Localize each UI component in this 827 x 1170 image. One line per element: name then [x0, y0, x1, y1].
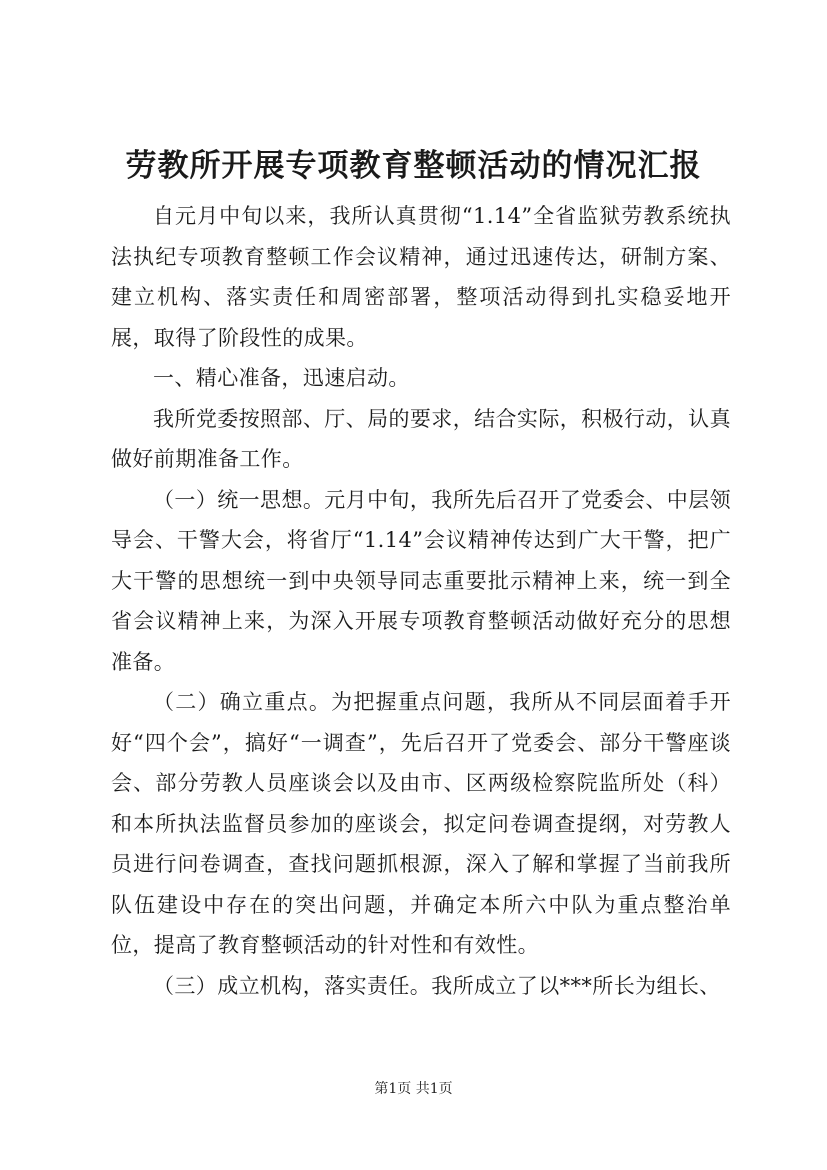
paragraph-key-points: （二）确立重点。为把握重点问题，我所从不同层面着手开好“四个会”，搞好“一调查”，先后召开了党委会、部分干警座谈会、部分劳教人员座谈会以及由市、区两级检察院监所处（科）和本所执法监督员参加的座谈会，拟定问卷调查提纲，对劳教人员进行问卷调查，查找问题抓根源，深入了解和掌握了当前我所队伍建设中存在的突出问题，并确定本所六中队为重点整治单位，提高了教育整顿活动的针对性和有效性。 — [111, 690, 731, 957]
paragraph-intro: 自元月中旬以来，我所认真贯彻“1.14”全省监狱劳教系统执法执纪专项教育整顿工作会议精神，通过迅速传达，研制方案、建立机构、落实责任和周密部署，整项活动得到扎实稳妥地开展，取得了阶段性的成果。 — [111, 204, 731, 350]
section-heading-one: 一、精心准备，迅速启动。 — [153, 366, 410, 390]
paragraph-preparation: 我所党委按照部、厅、局的要求，结合实际，积极行动，认真做好前期准备工作。 — [111, 406, 731, 471]
page-footer: 第1页 共1页 — [374, 1081, 453, 1097]
paragraph-unify-thinking: （一）统一思想。元月中旬，我所先后召开了党委会、中层领导会、干警大会，将省厅“1.14”会议精神传达到广大干警，把广大干警的思想统一到中央领导同志重要批示精神上来，统一到全省会议精神上来，为深入开展专项教育整顿活动做好充分的思想准备。 — [111, 487, 731, 674]
document-title: 劳教所开展专项教育整顿活动的情况汇报 — [125, 148, 702, 184]
document-body — [111, 196, 731, 1006]
paragraph-establish-organization: （三）成立机构，落实责任。我所成立了以***所长为组长、 — [153, 973, 721, 998]
